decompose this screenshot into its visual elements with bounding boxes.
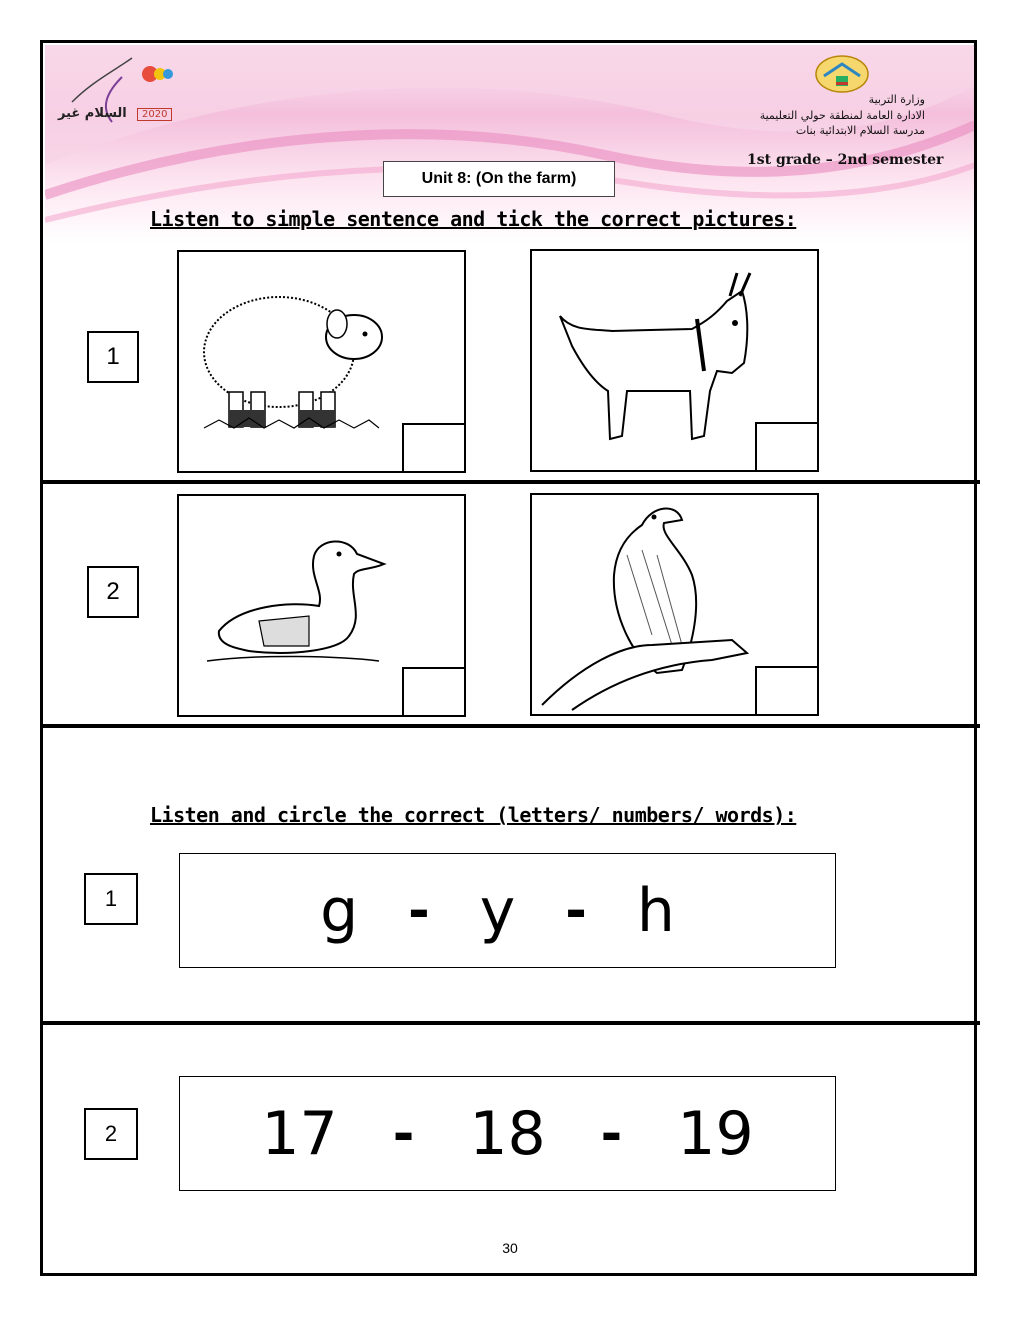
option-y[interactable]: y: [479, 875, 516, 946]
ministry-line-2: الادارة العامة لمنطقة حولي التعليمية: [759, 109, 925, 122]
option-17[interactable]: 17: [261, 1098, 338, 1169]
option-h[interactable]: h: [636, 875, 675, 946]
separator: -: [408, 880, 430, 941]
tick-instruction: Listen to simple sentence and tick the correct pictures:: [150, 207, 797, 231]
circle-instruction: Listen and circle the correct (letters/ numbers/ words):: [150, 803, 797, 827]
tick-box[interactable]: [402, 423, 466, 473]
tick-box[interactable]: [755, 666, 819, 716]
numbers-answer-box: [179, 1076, 836, 1191]
separator: -: [392, 1103, 415, 1164]
tick-box[interactable]: [402, 667, 466, 717]
option-19[interactable]: 19: [677, 1098, 754, 1169]
separator: -: [600, 1103, 623, 1164]
question-number-2: 2: [84, 1108, 138, 1160]
logo-arabic-text: السلام غير: [58, 106, 127, 121]
page-number: 30: [502, 1240, 518, 1256]
picture-option-goat[interactable]: [530, 249, 819, 472]
section-divider: [40, 1021, 980, 1025]
unit-title: Unit 8: (On the farm): [383, 161, 615, 197]
ministry-line-3: مدرسة السلام الابتدائية بنات: [795, 124, 925, 137]
question-number-2: 2: [87, 566, 139, 618]
section-divider: [40, 724, 980, 728]
letters-answer-box: [179, 853, 836, 968]
option-g[interactable]: g: [320, 875, 359, 946]
picture-option-sheep[interactable]: [177, 250, 466, 473]
tick-box[interactable]: [755, 422, 819, 472]
question-number-1: 1: [84, 873, 138, 925]
picture-option-duck[interactable]: [177, 494, 466, 717]
grade-label: 1st grade – 2nd semester: [747, 152, 944, 168]
separator: -: [565, 880, 587, 941]
question-number-1: 1: [87, 331, 139, 383]
picture-option-eagle[interactable]: [530, 493, 819, 716]
logo-year-badge: 2020: [137, 108, 172, 121]
section-divider: [40, 480, 980, 484]
option-18[interactable]: 18: [469, 1098, 546, 1169]
ministry-line-1: وزارة التربية: [868, 93, 925, 106]
